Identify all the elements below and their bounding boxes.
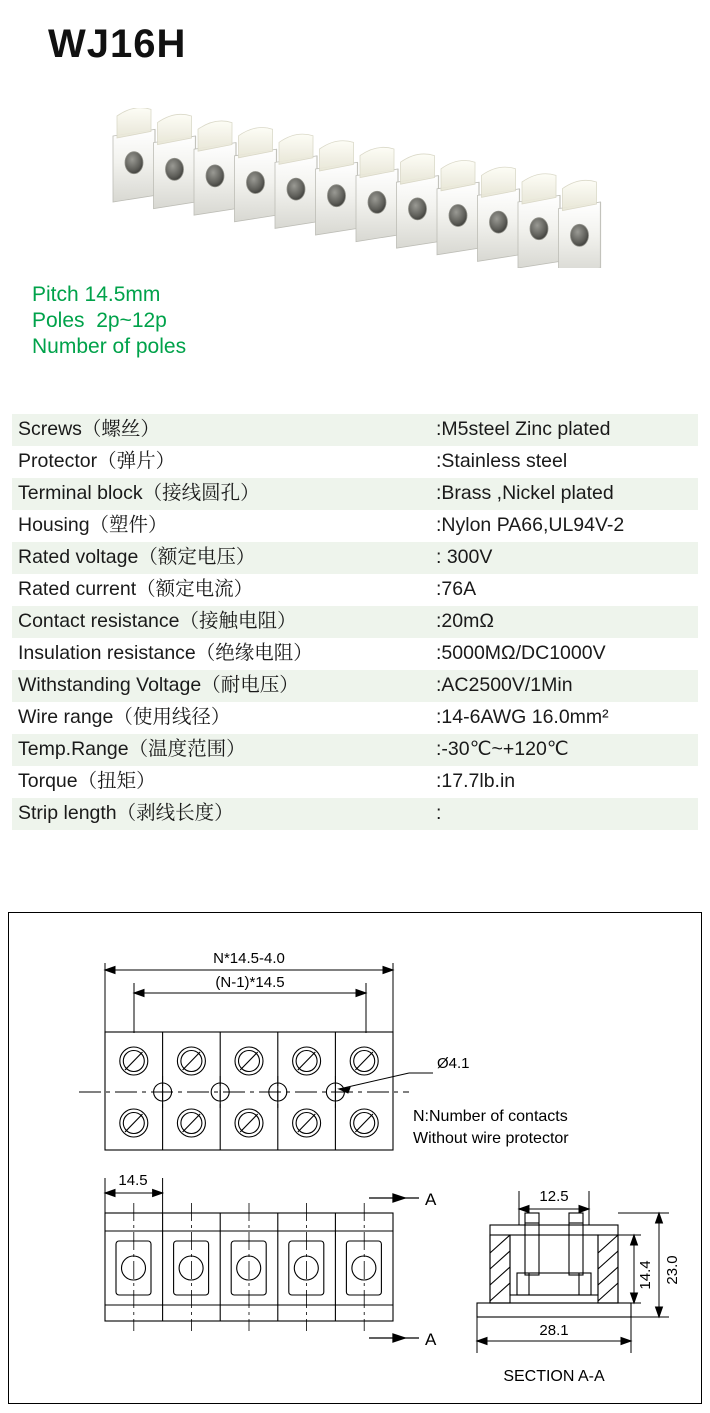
spec-label: Housing（塑件）: [18, 514, 168, 536]
section-caption: SECTION A-A: [503, 1368, 605, 1385]
spec-label: Insulation resistance（绝缘电阻）: [18, 642, 313, 664]
spec-label: Screws（螺丝）: [12, 414, 430, 446]
spec-value: :Stainless steel: [436, 450, 568, 472]
spec-value: :20mΩ: [430, 606, 698, 638]
dim-hole-leader: [339, 1073, 433, 1093]
section-mark-top-label: A: [425, 1190, 437, 1209]
topview-screws-row2: [120, 1109, 378, 1137]
dim-section-height-total-label: 23.0: [664, 1255, 681, 1285]
spec-value: :Brass ,Nickel plated: [430, 478, 698, 510]
dim-section-base-width-label: 28.1: [539, 1322, 569, 1339]
product-photo-svg: [95, 108, 635, 268]
spec-label: Strip length（剥线长度）: [12, 798, 430, 830]
spec-value: :AC2500V/1Min: [430, 670, 698, 702]
technical-drawing-panel: [8, 912, 702, 1404]
product-photo: [95, 108, 635, 268]
note-without-wire-protector: Without wire protector: [413, 1130, 569, 1147]
dim-section-width-label: 12.5: [539, 1188, 569, 1205]
table-row: [12, 510, 698, 542]
green-spec-number-of-poles: Number of poles: [32, 335, 187, 358]
spec-label: Torque（扭矩）: [18, 770, 156, 792]
spec-value: :14-6AWG 16.0mm²: [436, 706, 609, 728]
dim-section-height-inner-label: 14.4: [637, 1260, 654, 1290]
section-hatch: [490, 1235, 618, 1303]
table-row: [12, 542, 698, 574]
spec-value: :5000MΩ/DC1000V: [436, 642, 606, 664]
spec-label: Rated current（额定电流）: [18, 578, 254, 600]
spec-value: :-30℃~+120℃: [430, 734, 698, 766]
table-row: [12, 478, 698, 510]
table-row: [12, 638, 698, 670]
spec-value: : 300V: [430, 542, 698, 574]
spec-value: :: [430, 798, 698, 830]
dim-top-inner-label: (N-1)*14.5: [215, 974, 285, 991]
section-base: [477, 1303, 631, 1317]
green-spec-list: [32, 282, 186, 360]
table-row: [12, 734, 698, 766]
dim-top-outer-label: N*14.5-4.0: [213, 950, 285, 967]
table-row: [12, 414, 698, 446]
spec-label: Withstanding Voltage（耐电压）: [12, 670, 430, 702]
spec-label: Contact resistance（接触电阻）: [12, 606, 430, 638]
specification-table-body: [12, 414, 698, 830]
spec-label: Wire range（使用线径）: [18, 706, 231, 728]
spec-value: :Nylon PA66,UL94V-2: [436, 514, 625, 536]
note-number-of-contacts: N:Number of contacts: [413, 1108, 568, 1125]
section-line-a-a: [369, 1194, 419, 1342]
table-row: [12, 606, 698, 638]
spec-value: :M5steel Zinc plated: [430, 414, 698, 446]
spec-value: :76A: [436, 578, 477, 600]
table-row: [12, 574, 698, 606]
spec-label: Temp.Range（温度范围）: [12, 734, 430, 766]
page-title: WJ16H: [48, 22, 187, 66]
table-row: [12, 798, 698, 830]
table-row: [12, 446, 698, 478]
spec-label: Terminal block（接线圆孔）: [12, 478, 430, 510]
dim-pitch-label: 14.5: [118, 1172, 148, 1189]
section-mark-bottom-label: A: [425, 1330, 437, 1349]
spec-label: Rated voltage（额定电压）: [12, 542, 430, 574]
table-row: [12, 766, 698, 798]
specification-table: [12, 414, 698, 830]
spec-label: Protector（弹片）: [18, 450, 176, 472]
topview-body: [105, 1032, 393, 1150]
dim-hole-label: Ø4.1: [437, 1055, 470, 1072]
green-spec-poles: Poles 2p~12p: [32, 309, 167, 332]
topview-screws-row1: [120, 1047, 378, 1075]
technical-drawing-svg: [9, 913, 701, 1403]
section-body: [490, 1225, 618, 1303]
section-screws: [525, 1213, 583, 1275]
spec-value: :17.7lb.in: [436, 770, 516, 792]
table-row: [12, 702, 698, 734]
green-spec-pitch: Pitch 14.5mm: [32, 283, 161, 306]
table-row: [12, 670, 698, 702]
